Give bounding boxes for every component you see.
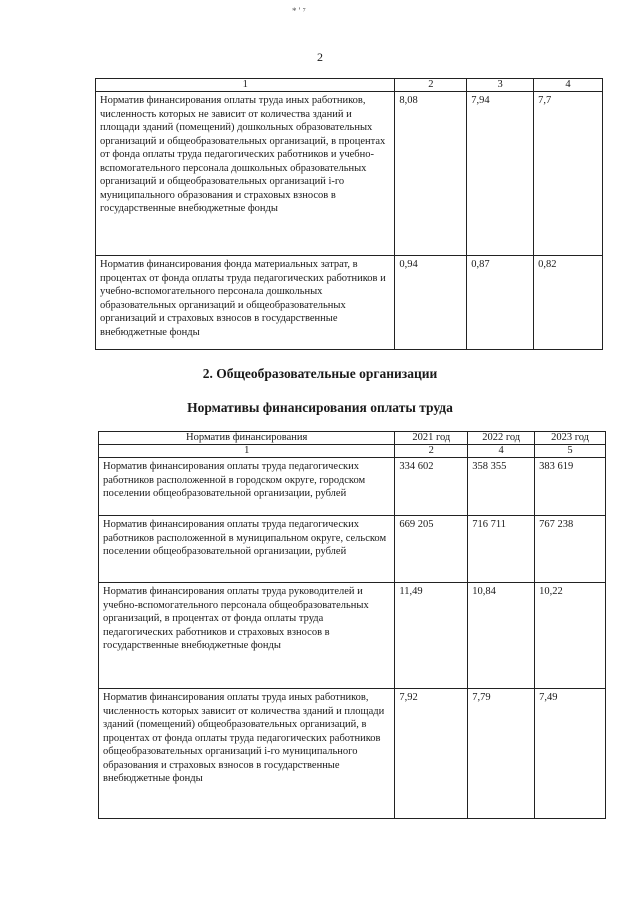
norm-value: 7,79 [468,689,535,819]
column-number: 2 [395,79,467,92]
norm-label: Норматив финансирования оплаты труда иных работников, численность которых зависит от количества зданий и площади зданий (помещений) общеобразовательных организаций, в процентах от фонда оплаты труда педагогических работников общеобразовательных организаций i-го муниципального образования и страховых взносов в государственные внебюджетные фонды [99,689,395,819]
column-number: 1 [96,79,395,92]
column-number: 5 [535,445,606,458]
norm-value: 10,22 [535,583,606,689]
table-row [96,92,603,256]
norm-value: 7,94 [467,92,534,256]
norm-value: 10,84 [468,583,535,689]
table-header-row [96,79,603,92]
table-number-row [99,445,606,458]
column-number: 4 [468,445,535,458]
norm-value: 0,94 [395,256,467,350]
column-title: 2022 год [468,432,535,445]
table-continuation [95,78,603,350]
column-number: 3 [467,79,534,92]
norm-value: 8,08 [395,92,467,256]
norm-value: 669 205 [395,516,468,583]
section-title: 2. Общеобразовательные организации [202,366,438,381]
norm-value: 7,92 [395,689,468,819]
norm-label: Норматив финансирования оплаты труда педагогических работников расположенной в муниципальном округе, сельском поселении общеобразовательной организации, рублей [99,516,395,583]
scan-marks: * ' ⁷ [292,6,306,16]
norm-label: Норматив финансирования фонда материальных затрат, в процентах от фонда оплаты труда педагогических работников и учебно-вспомогательного персонала дошкольных образовательных организаций и общеобразовательных организаций и страховых взносов в государственные внебюджетные фонды [96,256,395,350]
norms-table [98,431,606,819]
norm-label: Норматив финансирования оплаты труда педагогических работников расположенной в городском округе, городском поселении общеобразовательной организации, рублей [99,458,395,516]
norm-value: 767 238 [535,516,606,583]
table-row [99,516,606,583]
column-title: Норматив финансирования [99,432,395,445]
table-title-row [99,432,606,445]
norm-value: 716 711 [468,516,535,583]
norm-value: 358 355 [468,458,535,516]
norm-label: Норматив финансирования оплаты труда руководителей и учебно-вспомогательного персонала общеобразовательных организаций, в процентах от фонда оплаты труда педагогических работников и страховых взносов в государственные внебюджетные фонды [99,583,395,689]
norm-value: 11,49 [395,583,468,689]
table-row [96,256,603,350]
norm-value: 383 619 [535,458,606,516]
norm-value: 0,87 [467,256,534,350]
table-row [99,689,606,819]
norm-value: 7,7 [534,92,603,256]
subsection-title: Нормативы финансирования оплаты труда [187,400,453,415]
column-number: 4 [534,79,603,92]
page-number: 2 [317,50,323,64]
norm-value: 0,82 [534,256,603,350]
norm-label: Норматив финансирования оплаты труда иных работников, численность которых не зависит от количества зданий и площади зданий (помещений) дошкольных образовательных организаций и общеобразовательных организаций, в процентах от фонда оплаты труда педагогических работников и учебно-вспомогательного персонала дошкольных образовательных организаций и общеобразовательных организаций i-го муниципального образования и страховых взносов в государственные внебюджетные фонды [96,92,395,256]
column-number: 2 [395,445,468,458]
column-number: 1 [99,445,395,458]
table-row [99,583,606,689]
norm-value: 334 602 [395,458,468,516]
table-row [99,458,606,516]
column-title: 2021 год [395,432,468,445]
norm-value: 7,49 [535,689,606,819]
column-title: 2023 год [535,432,606,445]
